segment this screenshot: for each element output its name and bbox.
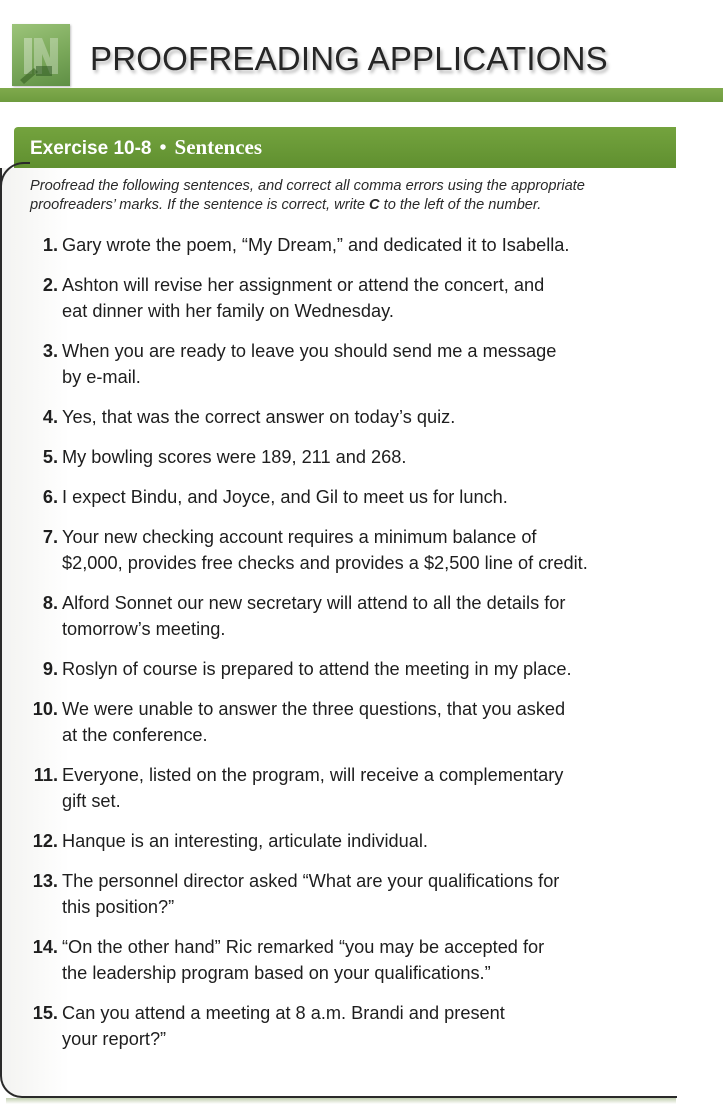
- item-number: 10.: [32, 699, 58, 719]
- item-sentence-line: at the conference.: [62, 725, 208, 745]
- item-sentence-line: Alford Sonnet our new secretary will attend to all the details for: [62, 593, 566, 613]
- item-sentence-line: this position?”: [62, 897, 175, 917]
- item-sentence-line: Yes, that was the correct answer on today’s quiz.: [62, 407, 456, 427]
- item-number: 12.: [32, 831, 58, 851]
- exercise-label: Exercise 10-8: [30, 138, 152, 159]
- item-number: 9.: [42, 659, 58, 679]
- exercise-separator: •: [159, 137, 167, 159]
- item-sentence-line: by e-mail.: [62, 367, 141, 387]
- item-sentence-line: Ashton will revise her assignment or attend the concert, and: [62, 275, 545, 295]
- directions-correct-mark: C: [369, 197, 380, 213]
- item-number: 4.: [42, 407, 58, 427]
- item-number: 7.: [42, 527, 58, 547]
- item-sentence-line: Everyone, listed on the program, will receive a complementary: [62, 765, 564, 785]
- item-sentence-line: Hanque is an interesting, articulate individual.: [62, 831, 428, 851]
- item-sentence-line: I expect Bindu, and Joyce, and Gil to meet us for lunch.: [62, 487, 508, 507]
- item-sentence-line: gift set.: [62, 791, 121, 811]
- item-sentence-line: tomorrow’s meeting.: [62, 619, 226, 639]
- directions-text-start: Proofread the following sentences, and correct all comma errors using the appropriate proofreaders’ marks. If the sentence is correct, write: [30, 178, 585, 213]
- item-number: 15.: [32, 1003, 58, 1023]
- item-sentence-line: My bowling scores were 189, 211 and 268.: [62, 447, 407, 467]
- page-title: PROOFREADING APPLICATIONS: [90, 40, 608, 77]
- item-sentence-line: Your new checking account requires a minimum balance of: [62, 527, 537, 547]
- item-sentence-line: $2,000, provides free checks and provides a $2,500 line of credit.: [62, 553, 588, 573]
- item-sentence-line: the leadership program based on your qualifications.”: [62, 963, 491, 983]
- item-number: 11.: [33, 765, 58, 785]
- item-number: 3.: [42, 341, 58, 361]
- item-sentence-line: eat dinner with her family on Wednesday.: [62, 301, 394, 321]
- directions-text-end: to the left of the number.: [379, 197, 542, 213]
- item-sentence-line: When you are ready to leave you should send me a message: [62, 341, 557, 361]
- item-number: 14.: [32, 937, 58, 957]
- item-sentence-line: Can you attend a meeting at 8 a.m. Brandi and present: [62, 1003, 505, 1023]
- item-number: 8.: [42, 593, 58, 613]
- item-sentence-line: Roslyn of course is prepared to attend the meeting in my place.: [62, 659, 572, 679]
- item-sentence-line: Gary wrote the poem, “My Dream,” and dedicated it to Isabella.: [62, 235, 570, 255]
- item-number: 1.: [42, 235, 58, 255]
- item-sentence-line: The personnel director asked “What are your qualifications for: [62, 871, 560, 891]
- item-number: 13.: [32, 871, 58, 891]
- item-number: 6.: [42, 487, 58, 507]
- item-sentence-line: your report?”: [62, 1029, 167, 1049]
- exercise-topic: Sentences: [174, 135, 263, 159]
- item-number: 5.: [42, 447, 58, 467]
- item-sentence-line: We were unable to answer the three questions, that you asked: [62, 699, 566, 719]
- item-number: 2.: [42, 275, 58, 295]
- item-sentence-line: “On the other hand” Ric remarked “you may be accepted for: [62, 937, 545, 957]
